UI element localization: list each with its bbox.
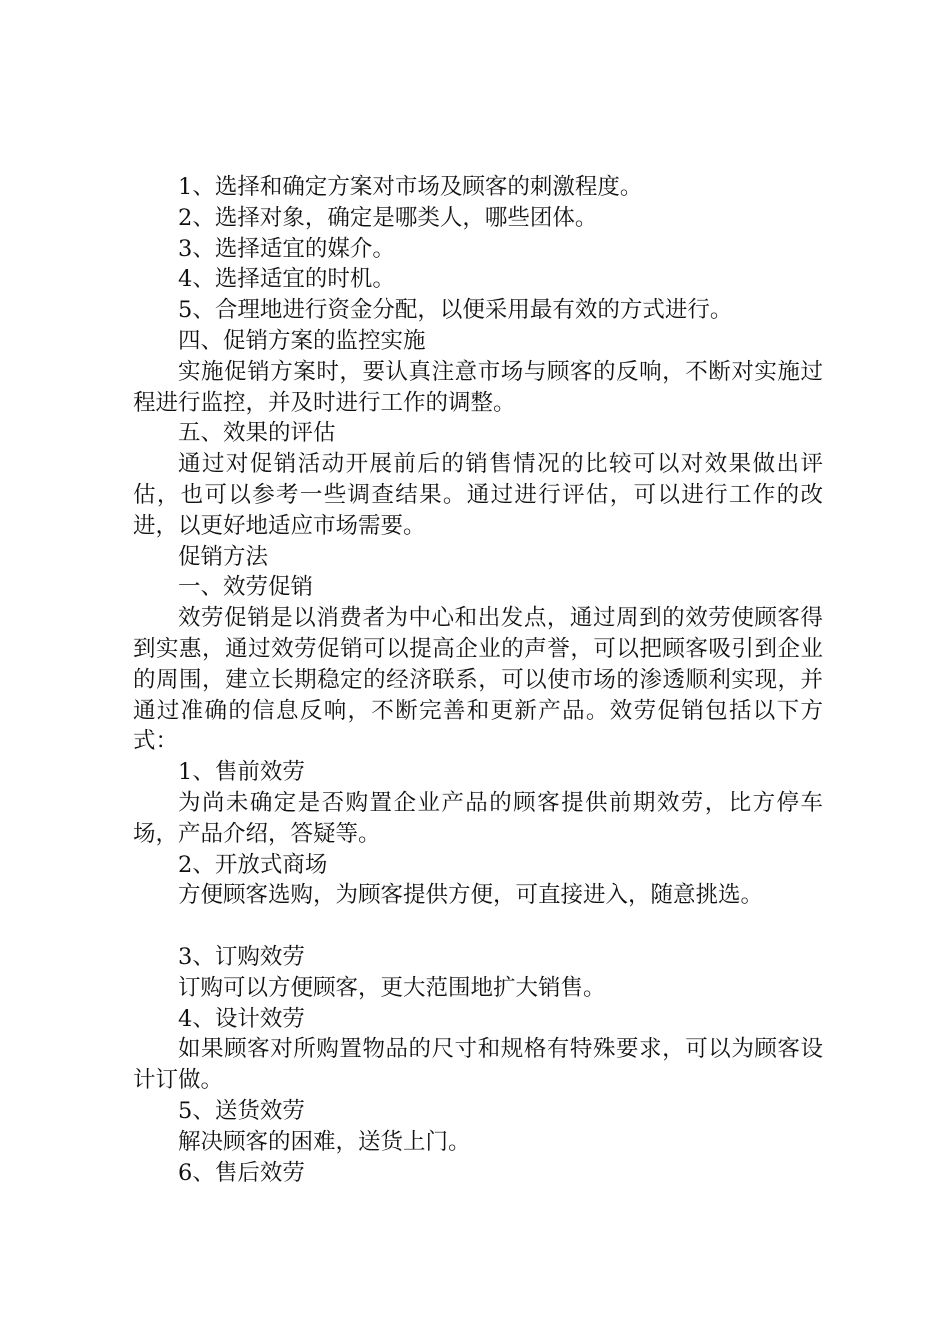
- list-item-3: 3、选择适宜的媒介。: [178, 235, 395, 262]
- body-paragraph: 订购可以方便顾客，更大范围地扩大销售。: [178, 974, 606, 1001]
- list-item-2: 2、选择对象，确定是哪类人，哪些团体。: [178, 204, 598, 231]
- body-paragraph: 为尚未确定是否购置企业产品的顾客提供前期效劳，比方停车场，产品介绍，答疑等。: [133, 789, 823, 847]
- subheading: 5、送货效劳: [178, 1097, 305, 1124]
- body-paragraph: 解决顾客的困难，送货上门。: [178, 1128, 471, 1155]
- subheading: 1、售前效劳: [178, 759, 305, 786]
- list-item-4: 4、选择适宜的时机。: [178, 266, 395, 293]
- body-paragraph: 通过对促销活动开展前后的销售情况的比较可以对效果做出评估，也可以参考一些调查结果。通过进行评估，可以进行工作的改进，以更好地适应市场需要。: [133, 451, 823, 539]
- body-paragraph: 效劳促销是以消费者为中心和出发点，通过周到的效劳使顾客得到实惠，通过效劳促销可以提高企业的声誉，可以把顾客吸引到企业的周围，建立长期稳定的经济联系，可以使市场的渗透顺利实现，并通过准确的信息反响，不断完善和更新产品。效劳促销包括以下方式：: [133, 605, 823, 755]
- section-heading-5: 五、效果的评估: [178, 420, 336, 447]
- document-body: [133, 172, 823, 1188]
- section-heading-4: 四、促销方案的监控实施: [178, 327, 426, 354]
- body-paragraph: 方便顾客选购，为顾客提供方便，可直接进入，随意挑选。: [178, 882, 764, 909]
- subheading: 2、开放式商场: [178, 851, 328, 878]
- subheading: 3、订购效劳: [178, 943, 305, 970]
- body-paragraph: 如果顾客对所购置物品的尺寸和规格有特殊要求，可以为顾客设计订做。: [133, 1036, 823, 1094]
- section-title: 促销方法: [178, 543, 269, 570]
- section-heading-1: 一、效劳促销: [178, 574, 314, 601]
- list-item-5: 5、合理地进行资金分配，以便采用最有效的方式进行。: [178, 297, 733, 324]
- list-item-1: 1、选择和确定方案对市场及顾客的刺激程度。: [178, 174, 643, 200]
- subheading: 6、售后效劳: [178, 1159, 305, 1186]
- subheading: 4、设计效劳: [178, 1005, 305, 1032]
- body-paragraph: 实施促销方案时，要认真注意市场与顾客的反响，不断对实施过程进行监控，并及时进行工作的调整。: [133, 358, 823, 416]
